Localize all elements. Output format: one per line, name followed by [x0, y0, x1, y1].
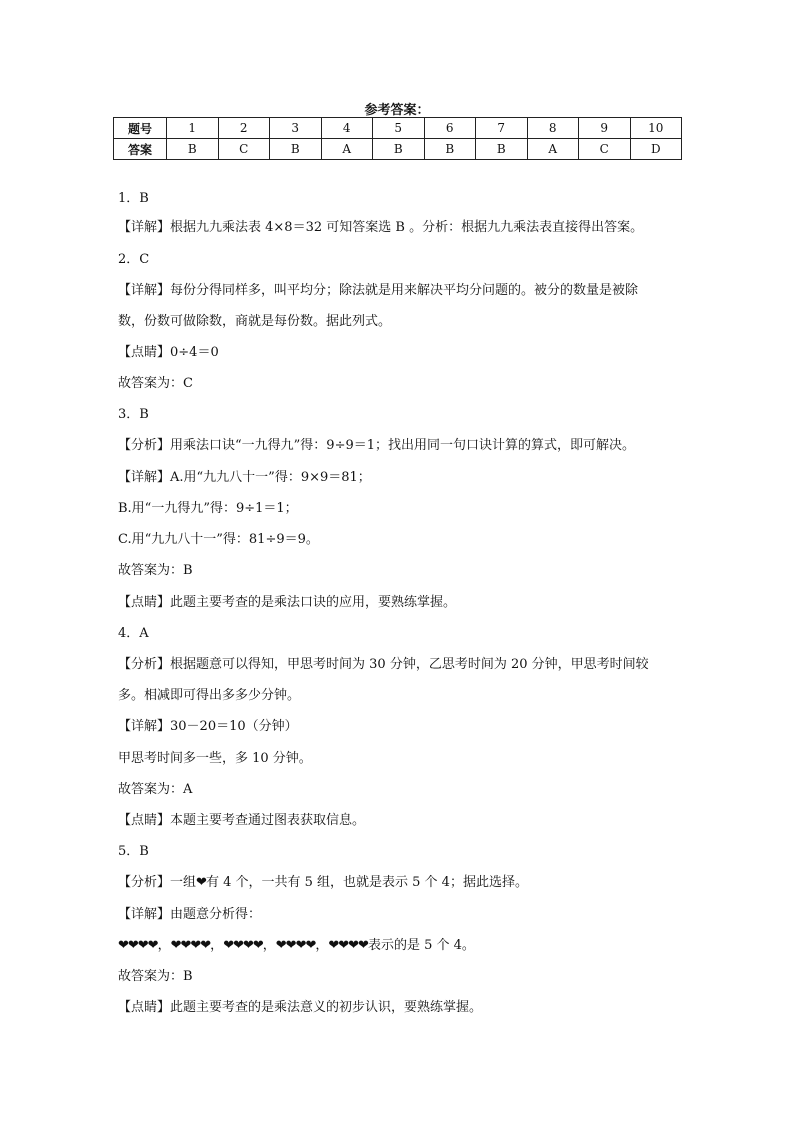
q5-point-line [118, 999, 482, 1017]
q3-point: 此题主要考查的是乘法口诀的应用，要熟练掌握。 [170, 595, 457, 610]
analysis-tag: 【分析】 [118, 875, 171, 890]
detail-tag: 【详解】 [118, 283, 171, 298]
table-cell: 6 [424, 118, 476, 139]
point-tag: 【点睛】 [118, 813, 171, 828]
separator: ， [210, 938, 224, 953]
question-number-row [114, 118, 682, 139]
point-tag: 【点睛】 [118, 595, 171, 610]
table-cell: B [270, 139, 322, 160]
q3-point-line [118, 594, 456, 612]
table-cell: 5 [373, 118, 425, 139]
table-cell: 7 [476, 118, 528, 139]
q2-final: 故答案为：C [118, 376, 193, 391]
q5-hearts-tail: 表示的是 5 个 4。 [367, 938, 475, 953]
table-cell: D [630, 139, 682, 160]
q4-detail-line [118, 718, 298, 736]
point-tag: 【点睛】 [118, 1000, 171, 1015]
table-cell: C [579, 139, 631, 160]
table-cell: B [424, 139, 476, 160]
q4-final: 故答案为：A [118, 782, 193, 797]
q3-detail-b: B.用“一九得九”得：9÷1＝1； [118, 501, 298, 516]
table-cell: 8 [527, 118, 579, 139]
table-cell: A [527, 139, 579, 160]
q2-heading: 2．C [118, 252, 150, 267]
q5-analysis-pre: 一组 [170, 875, 197, 890]
table-cell: 4 [321, 118, 373, 139]
heart-group-icon: ❤❤❤❤ [118, 938, 158, 953]
point-tag: 【点睛】 [118, 345, 171, 360]
q5-analysis-post: 有 4 个，一共有 5 组，也就是表示 5 个 4；据此选择。 [205, 875, 528, 890]
answer-table [113, 117, 682, 160]
heart-group-icon: ❤❤❤❤ [275, 938, 316, 953]
table-cell: 3 [270, 118, 322, 139]
table-cell: 1 [167, 118, 219, 139]
table-cell: 9 [579, 118, 631, 139]
table-cell: 10 [630, 118, 682, 139]
q3-final: 故答案为：B [118, 563, 193, 578]
q3-detail-a: A.用“九九八十一”得：9×9＝81； [170, 470, 371, 485]
q5-hearts-line [118, 937, 475, 955]
analysis-tag: 【分析】 [118, 438, 171, 453]
table-cell: A [321, 139, 373, 160]
q5-analysis-line [118, 874, 528, 892]
q5-heading: 5．B [118, 844, 149, 859]
q1-detail-line [118, 219, 643, 237]
separator: ， [315, 938, 329, 953]
q2-point-line [118, 344, 219, 362]
q4-analysis-2: 多。相减即可得出多多少分钟。 [118, 688, 301, 703]
answer-row [114, 139, 682, 160]
q4-analysis-1: 根据题意可以得知，甲思考时间为 30 分钟，乙思考时间为 20 分钟，甲思考时间较 [170, 657, 649, 672]
table-cell: B [373, 139, 425, 160]
q2-detail-line [118, 282, 638, 300]
answer-key-title: 参考答案： [364, 103, 430, 118]
q3-detail-c: C.用“九九八十一”得：81÷9＝9。 [118, 532, 319, 547]
q5-detail-line [118, 906, 261, 924]
heart-icon: ❤ [196, 875, 206, 890]
q3-analysis: 用乘法口诀“一九得九”得：9÷9＝1；找出用同一句口诀计算的算式，即可解决。 [170, 438, 636, 453]
heart-group-icon: ❤❤❤❤ [170, 938, 211, 953]
heart-group-icon: ❤❤❤❤ [328, 938, 368, 953]
heart-group-icon: ❤❤❤❤ [223, 938, 263, 953]
q5-point: 此题主要考查的是乘法意义的初步认识，要熟练掌握。 [170, 1000, 483, 1015]
q1-detail: 根据九九乘法表 4×8＝32 可知答案选 B 。分析：根据九九乘法表直接得出答案。 [170, 220, 644, 235]
detail-tag: 【详解】 [118, 719, 171, 734]
q4-heading: 4．A [118, 626, 149, 641]
row-header-answer: 答案 [114, 139, 167, 160]
table-cell: B [476, 139, 528, 160]
q4-analysis-line [118, 656, 649, 674]
q3-detail-line [118, 469, 371, 487]
q4-point-line [118, 812, 365, 830]
separator: ， [157, 938, 171, 953]
detail-tag: 【详解】 [118, 907, 171, 922]
row-header-question-number: 题号 [114, 118, 167, 139]
analysis-tag: 【分析】 [118, 657, 171, 672]
detail-tag: 【详解】 [118, 470, 171, 485]
q2-point: 0÷4＝0 [170, 345, 219, 360]
q2-detail-2: 数，份数可做除数，商就是每份数。据此列式。 [118, 314, 392, 329]
q1-heading: 1．B [118, 191, 149, 206]
table-cell: 2 [218, 118, 270, 139]
q5-detail: 由题意分析得： [170, 907, 262, 922]
q2-detail-1: 每份分得同样多，叫平均分；除法就是用来解决平均分问题的。被分的数量是被除 [170, 283, 639, 298]
q3-analysis-line [118, 437, 635, 455]
q4-point: 本题主要考查通过图表获取信息。 [170, 813, 366, 828]
table-cell: B [167, 139, 219, 160]
q3-heading: 3．B [118, 407, 149, 422]
separator: ， [262, 938, 276, 953]
detail-tag: 【详解】 [118, 220, 171, 235]
q4-detail-2: 甲思考时间多一些，多 10 分钟。 [118, 751, 312, 766]
q5-final: 故答案为：B [118, 969, 193, 984]
table-cell: C [218, 139, 270, 160]
q4-detail: 30－20＝10（分钟） [170, 719, 298, 734]
